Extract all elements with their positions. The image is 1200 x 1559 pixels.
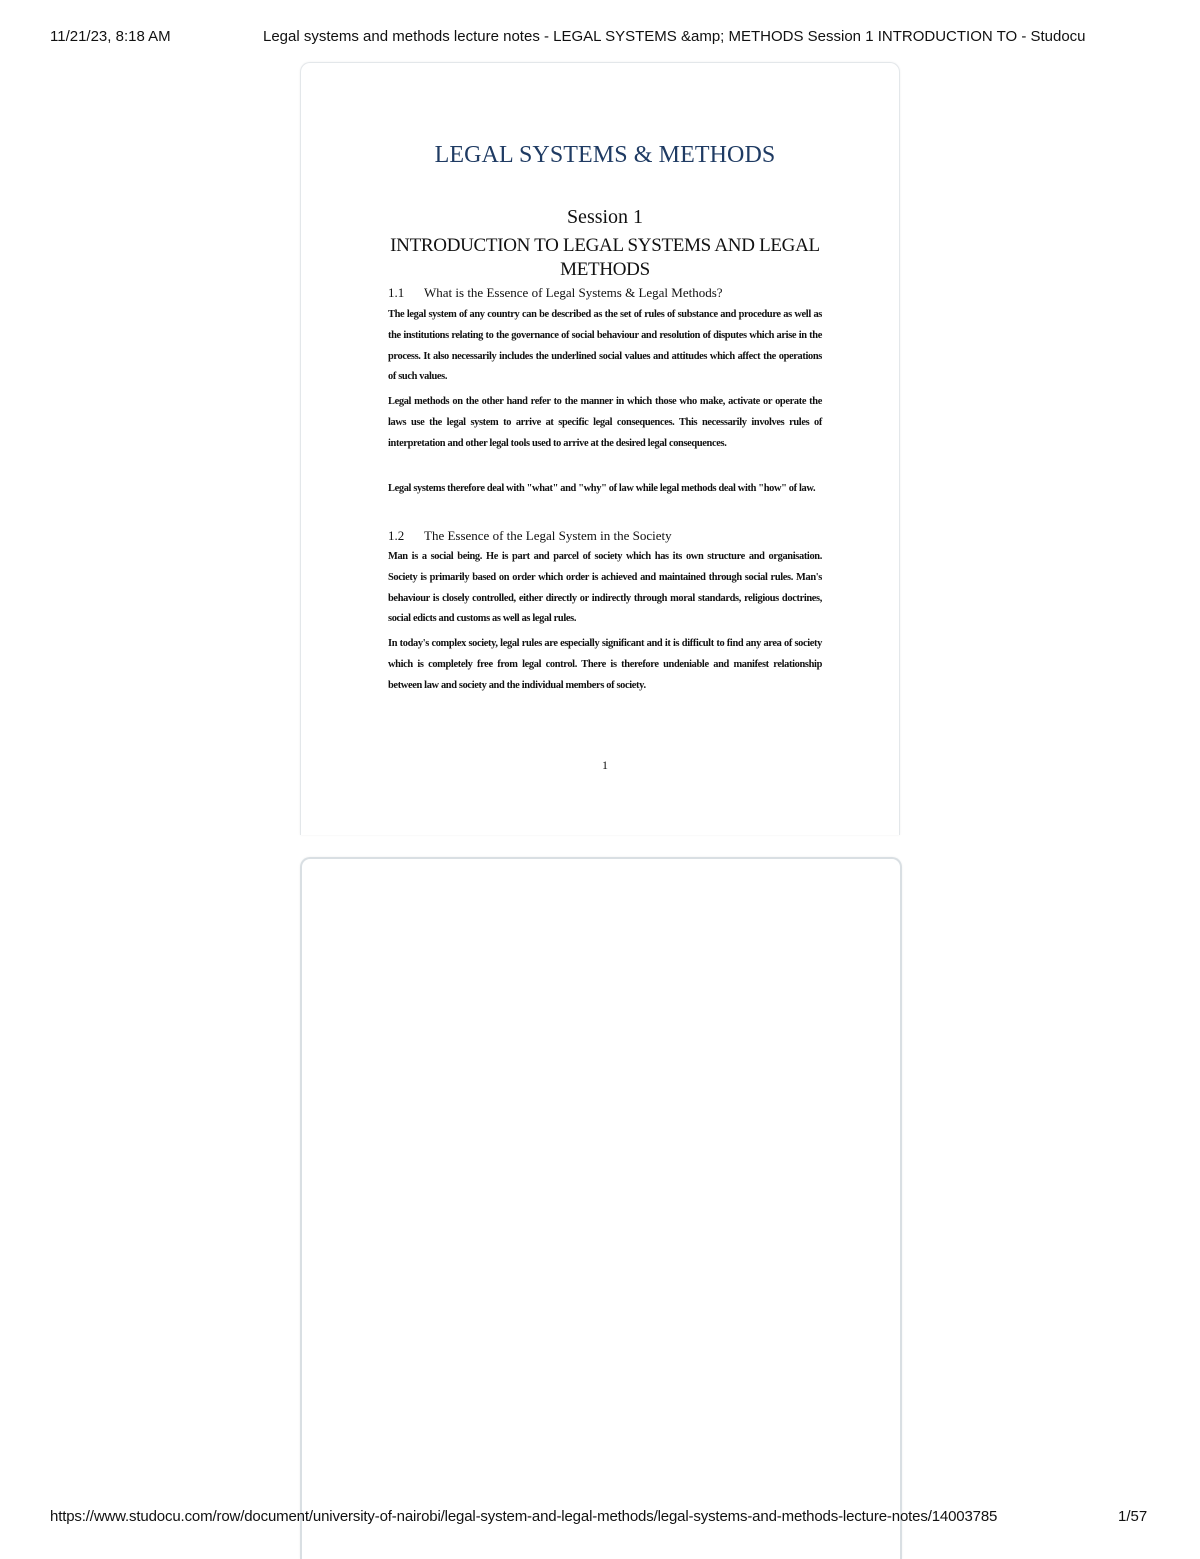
paragraph: Legal systems therefore deal with "what" and "why" of law while legal methods deal with "how" of law. [388, 483, 816, 494]
print-datetime: 11/21/23, 8:18 AM [50, 28, 171, 45]
paragraph: The legal system of any country can be described as the set of rules of substance and procedure as well as the institutions relating to the governance of social behaviour and resolution of disputes which arise in the process. It also necessarily includes the underlined social values and attitudes which affect the operations of such values. [388, 309, 822, 383]
print-footer [0, 1508, 1200, 1528]
section-number: 1.2 [388, 528, 405, 543]
paragraph: Man is a social being. He is part and parcel of society which has its own structure and organisation. Society is primarily based on order which order is achieved and maintained through social rules. Man's behaviour is closely controlled, either directly or indirectly through moral standards, religious doctrines, social edicts and customs as well as legal rules. [388, 551, 822, 625]
document-page-2 [300, 857, 902, 1559]
section-number: 1.1 [388, 285, 405, 300]
document-title: LEGAL SYSTEMS & METHODS [434, 142, 776, 168]
document-page-1 [300, 62, 900, 835]
print-url: https://www.studocu.com/row/document/university-of-nairobi/legal-system-and-legal-methods/legal-systems-and-methods-lecture-notes/14003785 [50, 1508, 998, 1525]
print-page-title: Legal systems and methods lecture notes - LEGAL SYSTEMS &amp; METHODS Session 1 INTRODUCTION TO - Studocu [263, 28, 1086, 45]
section-heading-1-1 [388, 285, 822, 301]
section-title: The Essence of the Legal System in the Society [424, 528, 672, 543]
session-label: Session 1 [566, 206, 644, 228]
print-page-counter: 1/57 [1118, 1508, 1148, 1525]
paragraph: Legal methods on the other hand refer to the manner in which those who make, activate or operate the laws use the legal system to arrive at specific legal consequences. This necessarily involves rules of interpretation and other legal tools used to arrive at the desired legal consequences. [388, 396, 822, 449]
intro-heading: INTRODUCTION TO LEGAL SYSTEMS AND LEGAL METHODS [390, 235, 820, 280]
print-header [0, 28, 1200, 48]
section-title: What is the Essence of Legal Systems & Legal Methods? [424, 285, 723, 300]
section-heading-1-2 [388, 528, 822, 544]
paragraph: In today's complex society, legal rules are especially significant and it is difficult to find any area of society which is completely free from legal control. There is therefore undeniable and manifest relationship between law and society and the individual members of society. [388, 638, 822, 691]
page-number: 1 [602, 758, 608, 772]
